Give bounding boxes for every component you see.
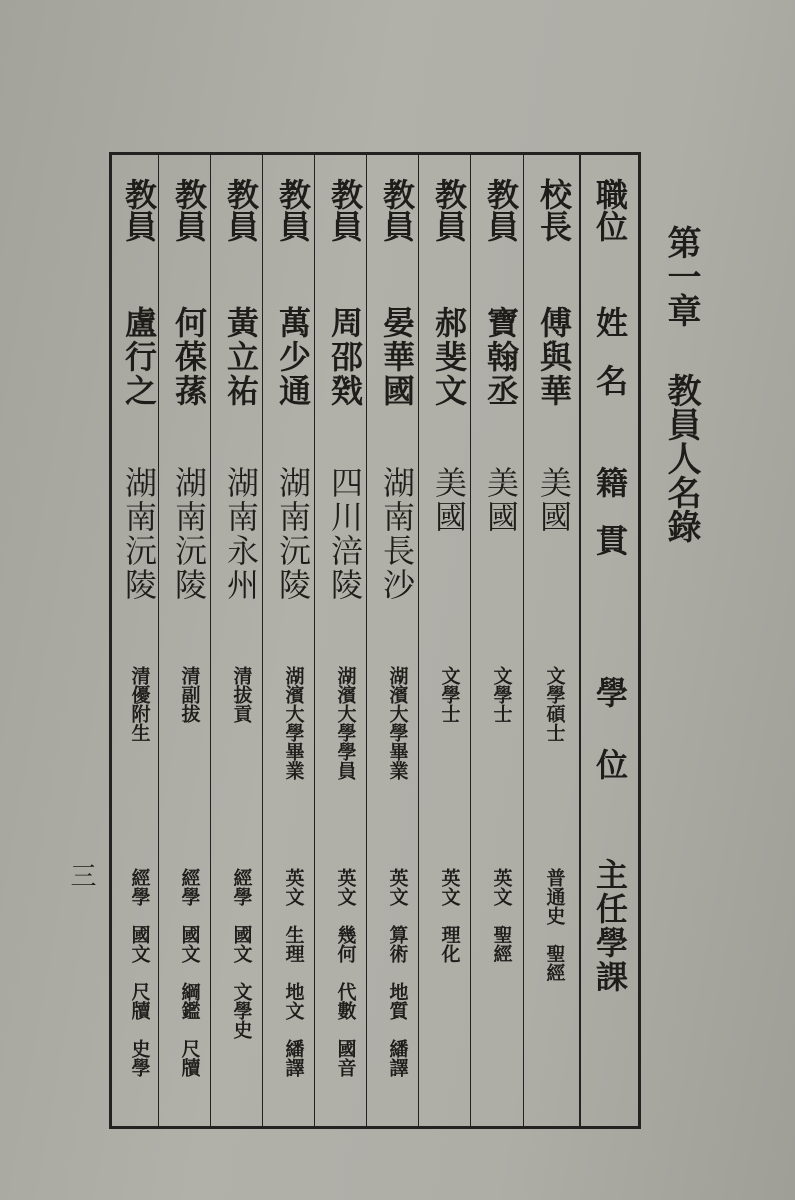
row-degree: 湖濱大學學員 bbox=[334, 666, 357, 780]
row-position: 教員 bbox=[274, 178, 312, 242]
staff-row bbox=[528, 158, 580, 1126]
row-degree: 文學士 bbox=[490, 666, 513, 723]
staff-row bbox=[163, 158, 215, 1126]
header-position: 職位 bbox=[591, 178, 629, 242]
row-position: 教員 bbox=[430, 178, 468, 242]
row-subjects: 經學 國文 尺牘 史學 bbox=[128, 868, 151, 1077]
row-position: 教員 bbox=[222, 178, 260, 242]
table-top-border bbox=[109, 152, 641, 155]
row-degree: 湖濱大學畢業 bbox=[282, 666, 305, 780]
staff-row bbox=[319, 158, 371, 1126]
row-degree: 文學士 bbox=[438, 666, 461, 723]
row-degree: 文學碩士 bbox=[543, 666, 566, 742]
row-subjects: 英文 幾何 代數 國音 bbox=[334, 868, 357, 1077]
header-column bbox=[584, 158, 636, 1126]
row-subjects: 英文 算術 地質 繙譯 bbox=[386, 868, 409, 1077]
row-name: 萬少通 bbox=[274, 306, 312, 408]
staff-table bbox=[109, 152, 641, 1132]
table-bottom-border bbox=[109, 1126, 641, 1129]
row-subjects: 英文 理化 bbox=[438, 868, 461, 963]
row-position: 校長 bbox=[535, 178, 573, 242]
header-degree: 學位 bbox=[591, 676, 629, 820]
header-subjects: 主任學課 bbox=[591, 858, 629, 994]
row-origin: 四川涪陵 bbox=[326, 466, 364, 602]
staff-row bbox=[371, 158, 423, 1126]
header-origin: 籍貫 bbox=[591, 466, 629, 582]
row-origin: 湖南長沙 bbox=[378, 466, 416, 602]
row-origin: 美國 bbox=[430, 466, 468, 534]
row-position: 教員 bbox=[482, 178, 520, 242]
chapter-title: 第一章 bbox=[661, 225, 701, 327]
page-number: 三 bbox=[66, 862, 96, 888]
row-origin: 美國 bbox=[535, 466, 573, 534]
row-position: 教員 bbox=[326, 178, 364, 242]
row-origin: 湖南永州 bbox=[222, 466, 260, 602]
row-name: 何葆蓀 bbox=[170, 306, 208, 408]
section-title: 教員人名錄 bbox=[661, 373, 701, 543]
staff-row bbox=[267, 158, 319, 1126]
staff-row bbox=[475, 158, 527, 1126]
row-subjects: 普通史 聖經 bbox=[543, 868, 566, 982]
table-left-border bbox=[109, 152, 112, 1129]
row-origin: 湖南沅陵 bbox=[170, 466, 208, 602]
row-name: 寶翰丞 bbox=[482, 306, 520, 408]
row-subjects: 英文 聖經 bbox=[490, 868, 513, 963]
row-name: 晏華國 bbox=[378, 306, 416, 408]
row-origin: 湖南沅陵 bbox=[274, 466, 312, 602]
row-name: 傅與華 bbox=[535, 306, 573, 408]
staff-row bbox=[423, 158, 475, 1126]
row-degree: 清優附生 bbox=[128, 666, 151, 742]
header-name: 姓名 bbox=[591, 306, 629, 422]
row-name: 黃立祐 bbox=[222, 306, 260, 408]
row-name: 郝斐文 bbox=[430, 306, 468, 408]
row-name: 周邵戣 bbox=[326, 306, 364, 408]
chapter-heading bbox=[661, 225, 701, 543]
row-position: 教員 bbox=[378, 178, 416, 242]
row-subjects: 英文 生理 地文 繙譯 bbox=[282, 868, 305, 1077]
staff-row bbox=[215, 158, 267, 1126]
row-degree: 清副拔 bbox=[178, 666, 201, 723]
staff-row bbox=[113, 158, 165, 1126]
row-name: 盧行之 bbox=[120, 306, 158, 408]
row-subjects: 經學 國文 綱鑑 尺牘 bbox=[178, 868, 201, 1077]
row-subjects: 經學 國文 文學史 bbox=[230, 868, 253, 1039]
row-origin: 湖南沅陵 bbox=[120, 466, 158, 602]
row-degree: 湖濱大學畢業 bbox=[386, 666, 409, 780]
row-degree: 清拔貢 bbox=[230, 666, 253, 723]
row-origin: 美國 bbox=[482, 466, 520, 534]
table-right-border bbox=[638, 152, 641, 1129]
row-position: 教員 bbox=[170, 178, 208, 242]
row-position: 教員 bbox=[120, 178, 158, 242]
